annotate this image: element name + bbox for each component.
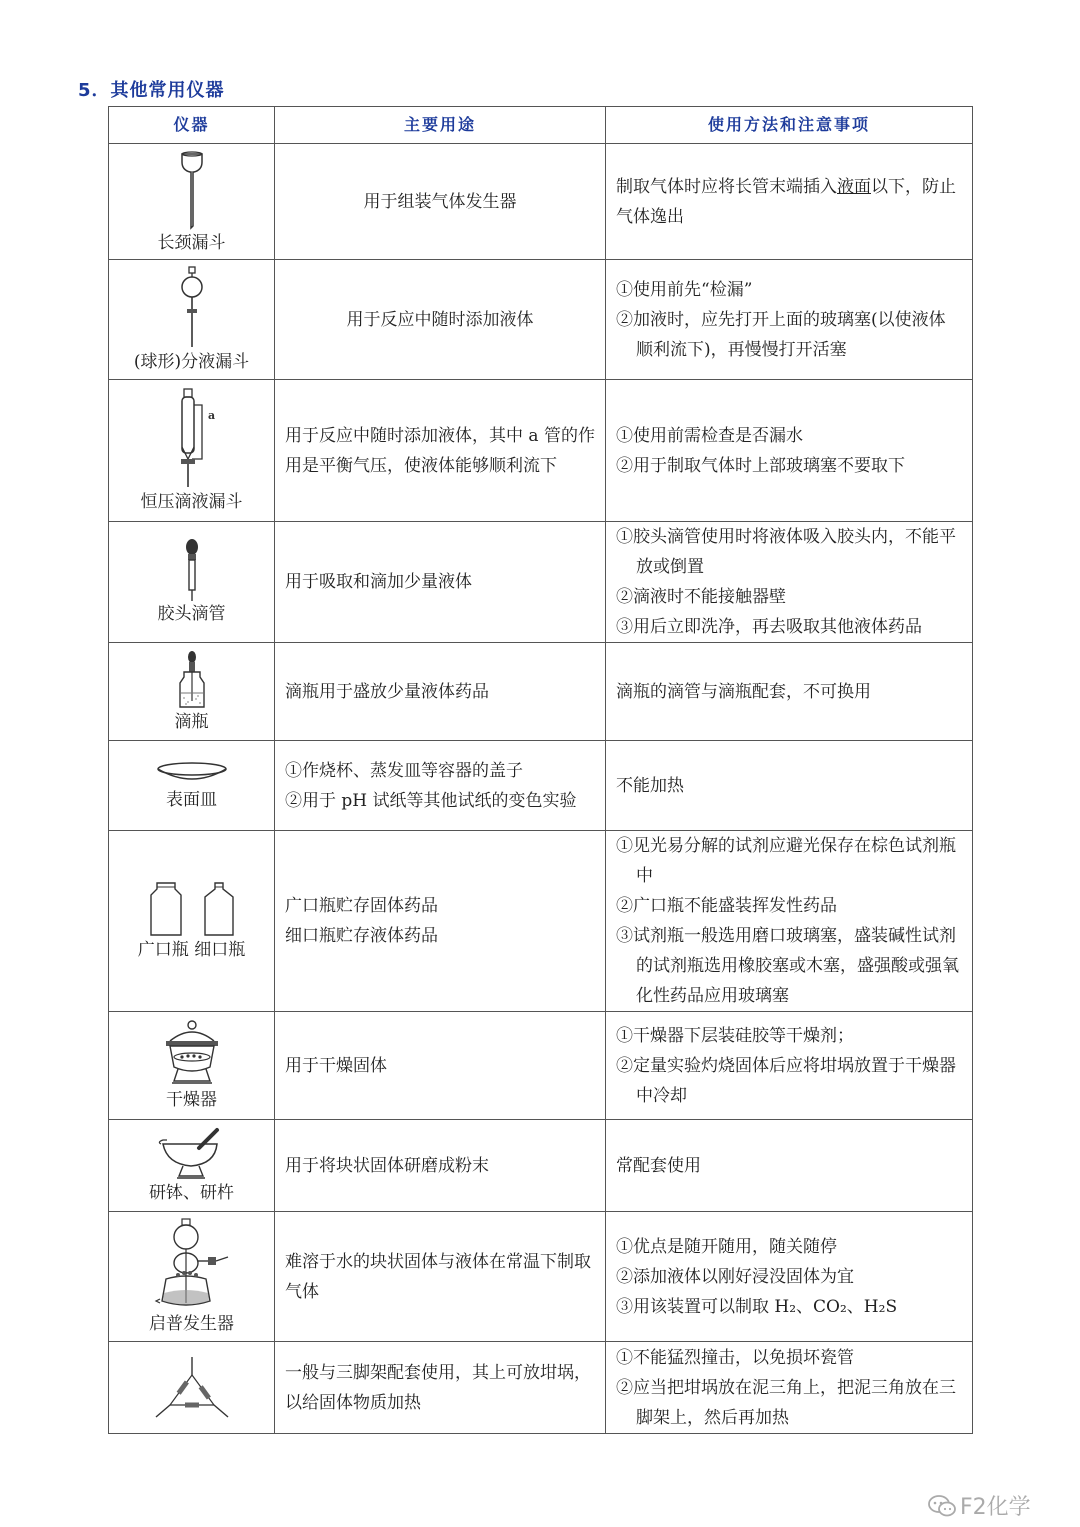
instrument-name: 表面皿 <box>166 789 217 810</box>
usage-notes-cell <box>606 144 973 260</box>
note-item: ②添加液体以刚好浸没固体为宜 <box>616 1266 854 1287</box>
use-text: 难溶于水的块状固体与液体在常温下制取气体 <box>285 1251 591 1302</box>
note-item: ②用于制取气体时上部玻璃塞不要取下 <box>616 455 905 476</box>
use-text: 用于吸取和滴加少量液体 <box>285 572 472 592</box>
table-row <box>109 1342 973 1434</box>
header-main-use: 主要用途 <box>275 107 606 144</box>
instrument-cell <box>109 1120 275 1212</box>
instrument-name: 胶头滴管 <box>157 604 226 624</box>
note-text: 滴瓶的滴管与滴瓶配套，不可换用 <box>616 681 871 702</box>
instrument-cell <box>109 260 275 380</box>
table-row <box>109 522 973 643</box>
instrument-cell <box>109 741 275 831</box>
note-text: 不能加热 <box>616 775 684 796</box>
main-use-cell <box>275 1212 606 1342</box>
use-text: 用于组装气体发生器 <box>363 191 517 212</box>
note-item: ①不能猛烈撞击，以免损坏瓷管 <box>616 1347 854 1368</box>
instrument-cell <box>109 643 275 741</box>
use-text: 用于反应中随时添加液体 <box>346 309 534 330</box>
label-a: a <box>207 408 215 422</box>
watermark <box>928 1490 1031 1521</box>
main-use-cell <box>275 831 606 1012</box>
note-item: ③用后立即洗净，再去吸取其他液体药品 <box>616 617 922 637</box>
main-use-cell <box>275 1342 606 1434</box>
table-row <box>109 1212 973 1342</box>
note-text: 制取气体时应将长管末端插入液面以下，防止气体逸出 <box>616 176 956 227</box>
table-row <box>109 260 973 380</box>
usage-notes-cell <box>606 741 973 831</box>
note-item: ③用该装置可以制取 H₂、CO₂、H₂S <box>616 1296 898 1317</box>
table-row <box>109 643 973 741</box>
usage-notes-cell <box>606 1212 973 1342</box>
note-item: ②定量实验灼烧固体后应将坩埚放置于干燥器中冷却 <box>616 1055 956 1106</box>
usage-notes-cell <box>606 1120 973 1212</box>
note-item: ③试剂瓶一般选用磨口玻璃塞，盛装碱性试剂的试剂瓶选用橡胶塞或木塞，盛强酸或强氧化性药品应用玻璃塞 <box>616 926 959 1006</box>
use-text: 用于反应中随时添加液体，其中 a 管的作用是平衡气压，使液体能够顺利流下 <box>285 425 595 476</box>
usage-notes-cell <box>606 260 973 380</box>
instrument-name: 广口瓶 细口瓶 <box>137 940 246 960</box>
usage-notes-cell <box>606 522 973 643</box>
header-usage-notes: 使用方法和注意事项 <box>606 107 973 144</box>
instrument-name: 启普发生器 <box>149 1313 234 1334</box>
note-item: ②加液时，应先打开上面的玻璃塞(以使液体顺利流下)，再慢慢打开活塞 <box>616 309 946 360</box>
note-item: ②应当把坩埚放在泥三角上，把泥三角放在三脚架上，然后再加热 <box>616 1377 956 1428</box>
instrument-name: 研钵、研杵 <box>149 1182 234 1203</box>
use-text: 用于干燥固体 <box>285 1055 387 1076</box>
note-item: ①见光易分解的试剂应避光保存在棕色试剂瓶中 <box>616 836 956 886</box>
note-item: ②滴液时不能接触器壁 <box>616 587 786 607</box>
main-use-cell <box>275 1120 606 1212</box>
note-item: ①使用前先“检漏” <box>616 279 753 300</box>
note-item: ①优点是随开随用，随关随停 <box>616 1236 837 1257</box>
table-row <box>109 144 973 260</box>
instrument-cell <box>109 1012 275 1120</box>
instrument-name: 滴瓶 <box>174 711 209 732</box>
main-use-cell <box>275 522 606 643</box>
usage-notes-cell <box>606 380 973 522</box>
mortar-pestle-icon <box>157 1126 227 1182</box>
dropping-bottle-icon <box>174 649 210 711</box>
table-row <box>109 1120 973 1212</box>
section-title: 5．其他常用仪器 <box>78 80 225 101</box>
main-use-cell <box>275 144 606 260</box>
use-item: ①作烧杯、蒸发皿等容器的盖子 <box>285 760 523 781</box>
note-text: 常配套使用 <box>616 1155 701 1176</box>
use-text: 一般与三脚架配套使用，其上可放坩埚，以给固体物质加热 <box>285 1362 591 1413</box>
instrument-table <box>108 106 973 1434</box>
note-item: ①干燥器下层装硅胶等干燥剂； <box>616 1025 854 1046</box>
note-item: ②广口瓶不能盛装挥发性药品 <box>616 896 837 916</box>
usage-notes-cell <box>606 1342 973 1434</box>
separatory-funnel-icon <box>172 265 212 351</box>
clay-triangle-icon <box>152 1353 232 1423</box>
instrument-name: (球形)分液漏斗 <box>133 351 250 372</box>
main-use-cell <box>275 1012 606 1120</box>
main-use-cell <box>275 260 606 380</box>
table-row <box>109 831 973 1012</box>
table-header-row <box>109 107 973 144</box>
usage-notes-cell <box>606 831 973 1012</box>
instrument-cell <box>109 1212 275 1342</box>
watch-glass-icon <box>154 759 230 789</box>
kipp-generator-icon <box>152 1217 232 1313</box>
use-item: ②用于 pH 试纸等其他试纸的变色实验 <box>285 790 577 811</box>
table-row <box>109 1012 973 1120</box>
header-instrument: 仪器 <box>109 107 275 144</box>
desiccator-icon <box>160 1019 224 1089</box>
instrument-cell <box>109 380 275 522</box>
instrument-cell <box>109 522 275 643</box>
instrument-name: 长颈漏斗 <box>157 232 226 253</box>
instrument-name: 干燥器 <box>166 1089 217 1110</box>
note-item: ①使用前需检查是否漏水 <box>616 425 803 446</box>
main-use-cell <box>275 380 606 522</box>
main-use-cell <box>275 643 606 741</box>
use-text: 细口瓶贮存液体药品 <box>285 926 438 946</box>
table-row <box>109 380 973 522</box>
use-text: 用于将块状固体研磨成粉末 <box>285 1155 489 1176</box>
note-item: ①胶头滴管使用时将液体吸入胶头内，不能平放或倒置 <box>616 527 956 577</box>
instrument-cell <box>109 831 275 1012</box>
pressure-equalizing-funnel-icon <box>157 387 227 491</box>
use-text: 滴瓶用于盛放少量液体药品 <box>285 681 489 702</box>
usage-notes-cell <box>606 643 973 741</box>
long-neck-funnel-icon <box>172 148 212 232</box>
instrument-cell <box>109 1342 275 1434</box>
chat-bubbles-icon <box>928 1494 956 1518</box>
dropper-icon <box>177 537 207 603</box>
watermark-text: F2化学 <box>960 1495 1031 1520</box>
reagent-bottles-icon <box>137 879 247 939</box>
main-use-cell <box>275 741 606 831</box>
use-text: 广口瓶贮存固体药品 <box>285 896 438 916</box>
table-row <box>109 741 973 831</box>
instrument-cell <box>109 144 275 260</box>
usage-notes-cell <box>606 1012 973 1120</box>
instrument-name: 恒压滴液漏斗 <box>140 491 243 512</box>
